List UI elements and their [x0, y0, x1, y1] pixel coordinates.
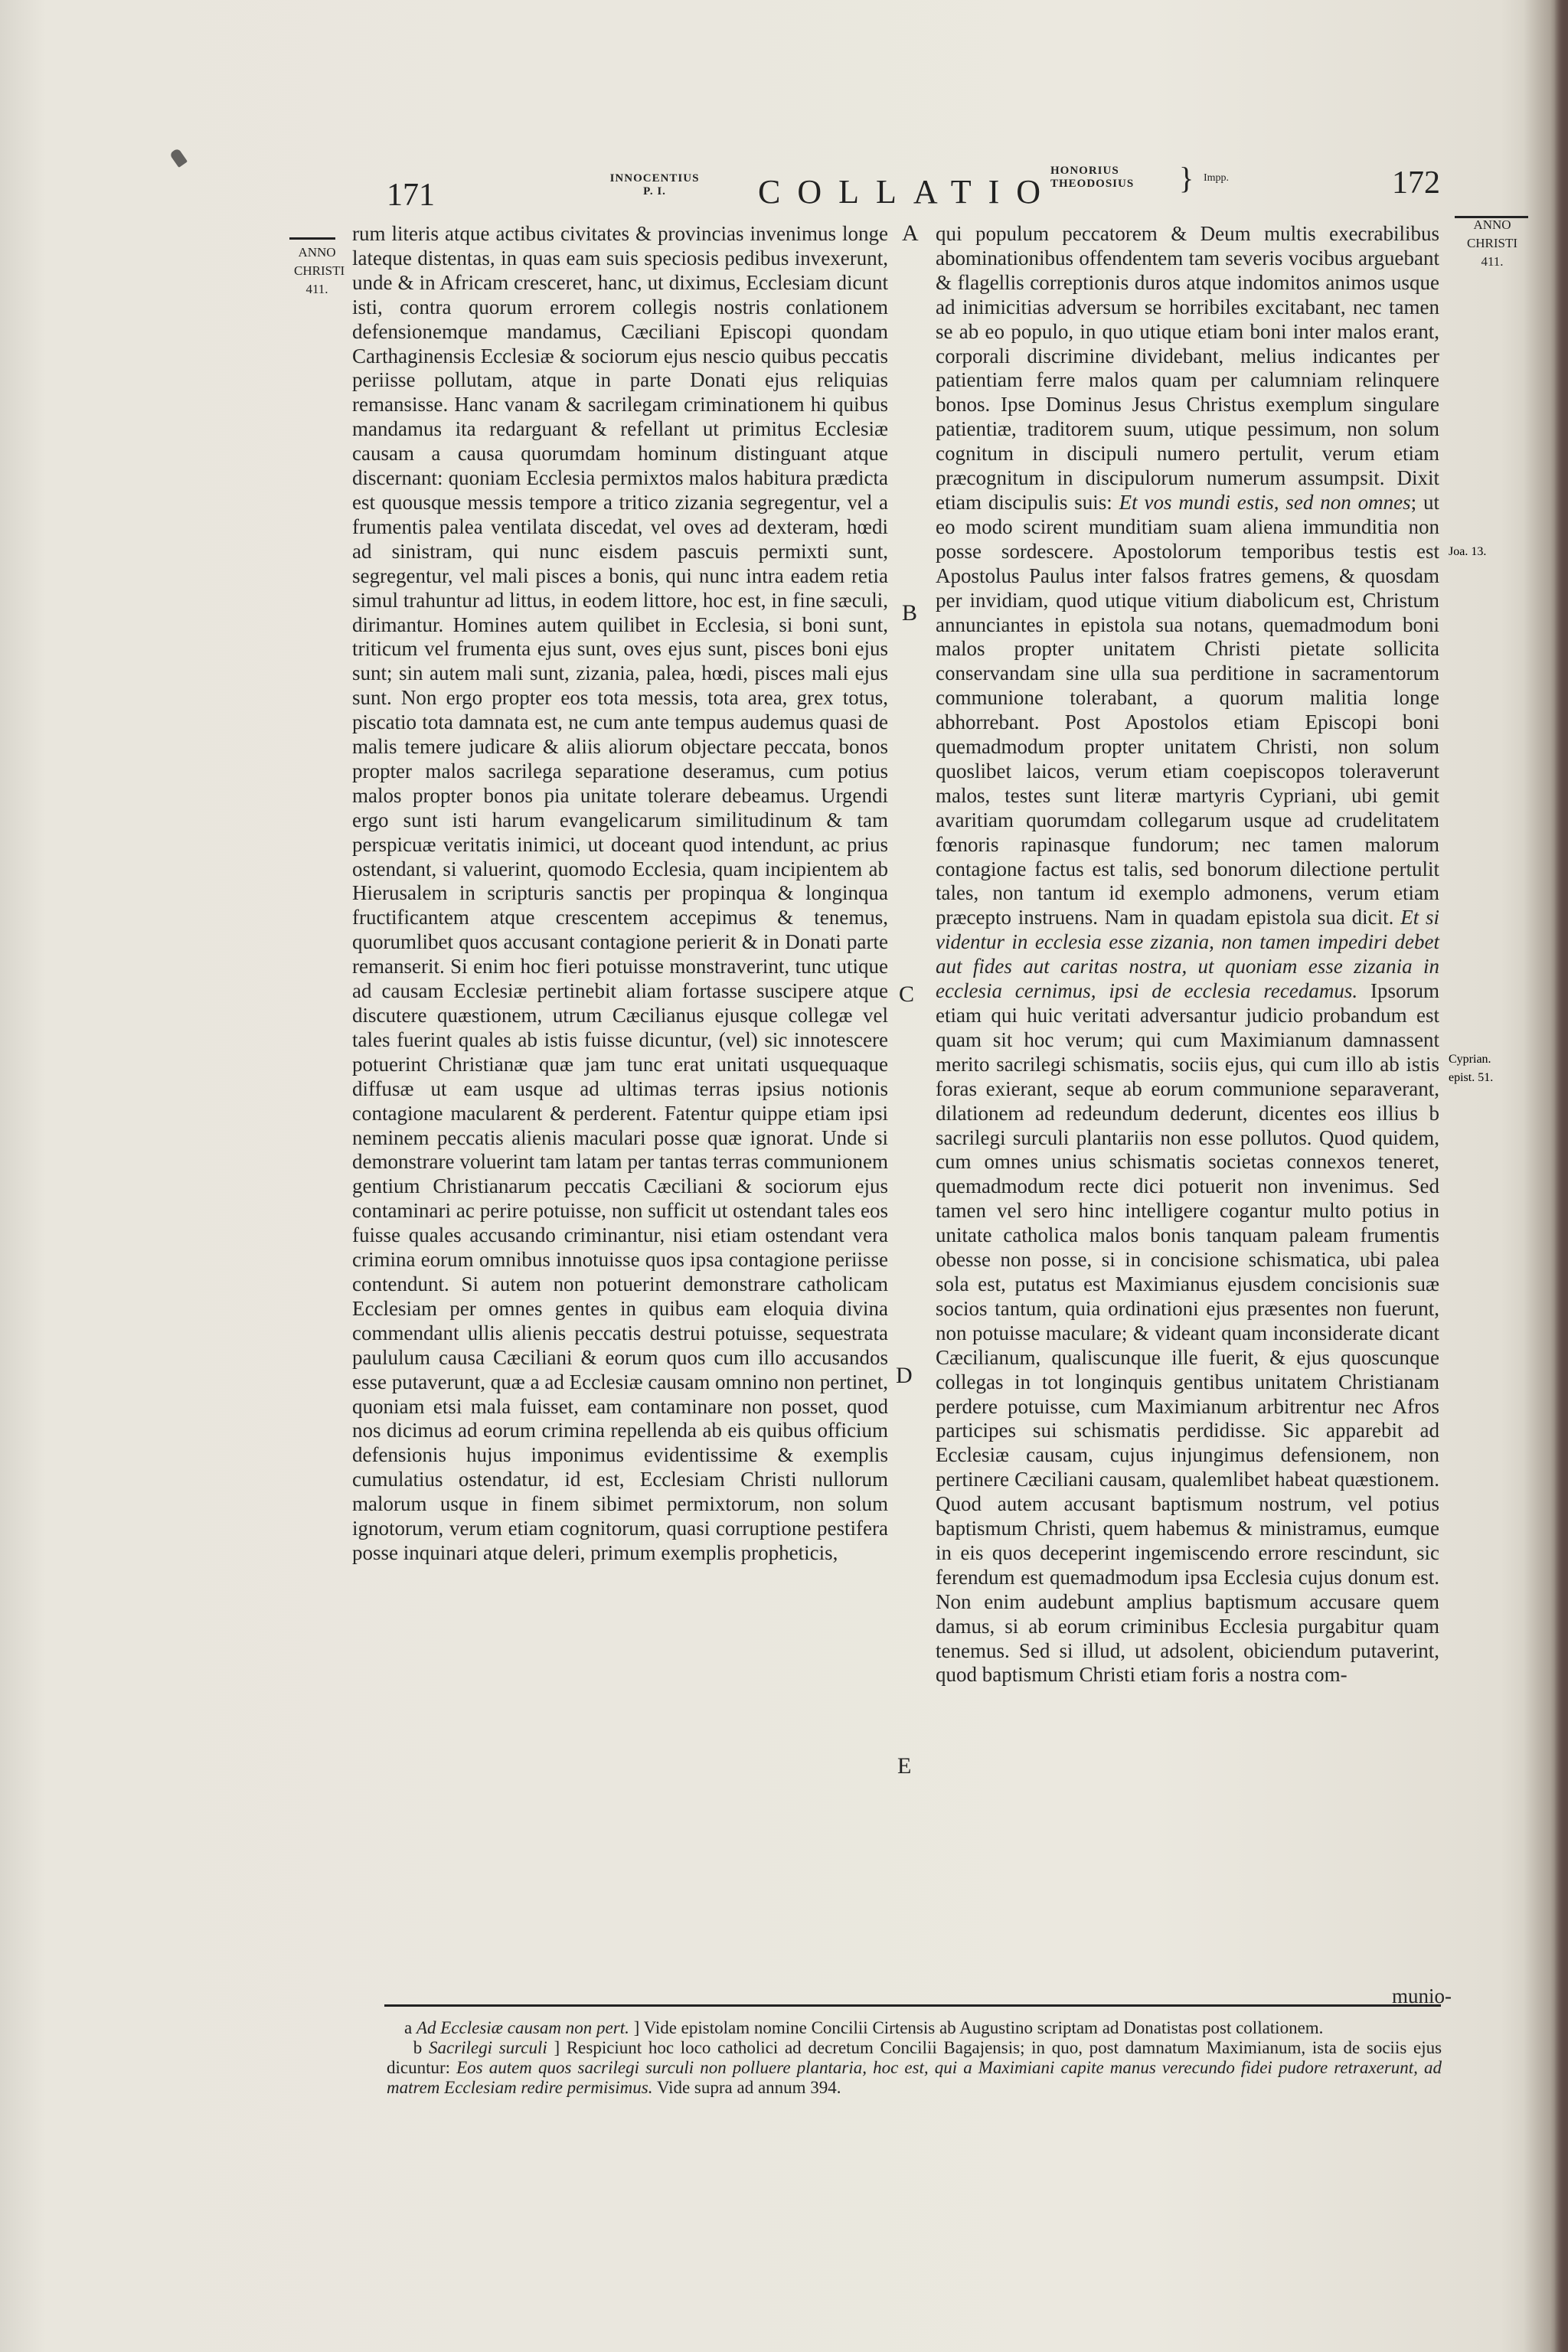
right-column-text: qui populum peccatorem & Deum multis execrabilibus abominationibus offendentem tam severis vocibus arguebant & flagellis correptionis duros atque indomitos animos usque ad inimicitias adversum se horribiles excitabant, nec tamen se ab eo populo, in quo utique etiam boni inter malos erant, corporali discrimine dividebant, melius indicantes per patientiam ferre malos quam per calumniam relinquere bonos. Ipse Dominus Jesus Christus exemplum singulare patientiæ, traditorem suum, utique pessimum, non solum cognitum in discipuli numero pertulit, verum etiam præcognitum in discipulorum numerum assumpsit. Dixit etiam discipulis suis: Et vos mundi estis, sed non omnes; ut eo modo scirent munditiam suam aliena immunditia non posse sordescere. Apostolorum temporibus testis est Apostolus Paulus inter falsos fratres gemens, & quosdam per invidiam, quod utique vitium diabolicum est, Christum annunciantes in epistola sua notans, quemadmodum boni malos propter unitatem Christi pietate sollicita conservandam sine ulla sua perditione in sacramentorum communione tolerabant, a quorum malitia longe abhorrebant. Post Apostolos etiam Episcopi boni quemadmodum propter unitatem Christi, non solum quoslibet laicos, verum etiam coepiscopos toleraverunt malos, testes sunt literæ martyris Cypriani, ubi gemit avaritiam quorumdam collegarum usque ad crudelitatem fœnoris rapinasque fundorum; nec tamen malorum contagione factus est talis, sed bonorum dilectione pertulit tales, non tantum id exemplo admonens, verum etiam præcepto instruens. Nam in quadam epistola sua dicit. Et si videntur in ecclesia esse zizania, non tamen impediri debet aut fides aut caritas nostra, ut quoniam esse zizania in ecclesia cernimus, ipsi de ecclesia recedamus. Ipsorum etiam qui huic veritati adversantur judicio probandum est quam sit hoc verum; qui cum Maximianum damnassent merito sacrilegi schismatis, sociis ejus, qui cum illo ab istis foras exierant, seque ab eorum communione separaverant, dilationem ad redeundum dederunt, dicentes eos illius b sacrilegi surculi plantariis non esse pollutos. Quod quidem, cum omnes unius schismatis societas connexos teneret, quemadmodum recte dici potuerit non invenimus. Sed tamen vel sero hinc intelligere cogantur multo potius in unitate catholica malos bonis tanquam paleam frumentis obesse non posse, si in concisione schismatica, ubi palea sola est, putatus est Maximianus ejusdem concisionis suæ socios tantum, quia ordinationi ejus præsentes non fuerunt, non potuisse maculare; & videant quam inconsiderate dicant Cæcilianum, qualiscunque ille fuerit, & ejus quoscunque collegas in tot longinquis gentibus unitatem Christianam perdere potuisse, cum Maximianum arbitrentur nec Afros participes sui schismatis perdidisse. Sic apparebit ad Ecclesiæ causam, cujus injungimus defensionem, non pertinere Cæciliani causam, qualemlibet habeat quæstionem. Quod autem accusant baptismum nostrum, vel potius baptismum Christi, quem habemus & ministramus, eumque in eis quos deceperint ingemiscendo errore rescindunt, sic ferendum est quemadmodum ipsa Ecclesia cujus donum est. Non enim audebunt amplius baptismum accusare quem damus, si ab eorum criminibus Ecclesia purgabitur quam tenemus. Sed si illud, ut adsolent, obiciendum putaverint, quod baptismum Christi etiam foris a nostra com- — [936, 222, 1440, 1687]
catchword: munio- — [1392, 1984, 1452, 2007]
margin-rule-left — [289, 237, 335, 240]
section-letter-b: B — [902, 600, 918, 626]
footnote-rule — [384, 2004, 1441, 2007]
running-header — [0, 157, 1568, 211]
text-column-left — [352, 222, 888, 1566]
margin-year-left: ANNO CHRISTI 411. — [294, 245, 345, 296]
page-number-right: 172 — [1392, 165, 1440, 201]
margin-ref-joa: Joa. 13. — [1449, 545, 1487, 558]
header-pope: INNOCENTIUS P. I. — [609, 172, 700, 198]
section-letter-a: A — [902, 220, 919, 246]
margin-ref-cyprian: Cyprian. epist. 51. — [1449, 1053, 1494, 1084]
header-imp: Impp. — [1204, 172, 1230, 184]
section-letter-c: C — [899, 982, 915, 1007]
footnotes — [387, 2018, 1442, 2098]
header-title: COLLATIO — [758, 173, 1058, 211]
scripture-quote: Et vos mundi estis, sed non omnes — [1119, 490, 1411, 514]
margin-year-right: ANNO CHRISTI 411. — [1466, 217, 1518, 269]
section-letter-d: D — [896, 1363, 913, 1388]
text-column-right — [936, 222, 1439, 1687]
section-letter-e: E — [897, 1753, 912, 1779]
footnote-b: b Sacrilegi surculi ] Respiciunt hoc loco catholici ad decretum Concilii Bagajensis; in quo, post damnatum Maximianum, ista de sociis ejus dicuntur: Eos autem quos sacrilegi surculi non polluere plantaria, hoc est, qui a Maximiani capite manus verecundo fidei pudore retraxerunt, ad matrem Ecclesiam redire permisimus. Vide supra ad annum 394. — [387, 2038, 1442, 2097]
cyprian-quote: Et si videntur in ecclesia esse zizania, non tamen impediri debet aut fides aut caritas nostra, ut quoniam esse zizania in ecclesia cernimus, ipsi de ecclesia recedamus. — [936, 906, 1439, 1003]
page-edge-shadow — [1524, 0, 1568, 2352]
brace-icon: } — [1179, 161, 1194, 195]
left-column-text: rum literis atque actibus civitates & provincias invenimus longe lateque distentas, in quas eam suis speciosis pedibus invexerunt, unde & in Africam cresceret, hanc, ut diximus, Ecclesiam dicunt isti, contra quorum errorem collegis nostris conlationem defensionemque mandamus, Cæciliani Episcopi quondam Carthaginensis Ecclesiæ & sociorum ejus nescio quibus peccatis periisse pollutam, atque in parte Donati ejus reliquias remansisse. Hanc vanam & sacrilegam criminationem hi quibus mandamus ita redarguant & refellant ut primitus Ecclesiæ causam a causa quorumdam hominum distinguant atque discernant: quoniam Ecclesia permixtos malos habitura prædicta est quousque messis tempore a tritico zizania segregentur, vel a frumentis palea ventilata discedat, vel oves ad dexteram, hœdi ad sinistram, qui nunc eisdem pascuis permixti sunt, segregentur, vel mali pisces a bonis, qui nunc intra eadem retia simul trahuntur ad littus, in eodem littore, hoc est, in fine sæculi, dirimantur. Homines autem quilibet in Ecclesia, si boni sunt, triticum vel frumenta ejus sunt, oves ejus sunt, pisces boni ejus sunt; sin autem mali sunt, zizania, palea, hœdi, pisces mali ejus sunt. Non ergo propter eos tota messis, tota area, grex totus, piscatio tota damnata est, ne cum ante tempus audemus quasi de malis temere judicare & aliis aliorum objectare peccata, bonos propter malos sacrilega separatione deseramus, cum potius malos propter bonos pia unitate tolerare debeamus. Urgendi ergo sunt isti harum evangelicarum similitudinum & tam perspicuæ veritatis inimici, ut doceant quod intendunt, ac prius ostendant, si valuerint, quomodo Ecclesia, quam incipientem ab Hierusalem in scripturis sanctis per propinqua & longinqua fructificantem atque crescentem accepimus & tenemus, quorumlibet quos accusant contagione perierit & in Donati parte remanserit. Si enim hoc fieri potuisse monstraverint, tunc utique ad causam Ecclesiæ pertinebit aliam fortasse suscipere atque discutere quæstionem, utrum Cæcilianus ejusque collegæ vel tales fuerint quales ab istis fuisse dicuntur, (vel) sic innotescere potuerint Christianæ quæ jam tunc erat unitati usquequaque diffusæ ut eam usque ad ultimas terras ipsius notionis contagione macularent & perderent. Fatentur quippe etiam ipsi neminem peccatis alienis maculari posse quæ ignorat. Unde si demonstrare voluerint tam latam per tantas terras communionem gentium Christianarum peccatis Cæciliani & sociorum ejus contaminari ac perire potuisse, non sufficit ut ostendant tales eos fuisse quales accusando criminantur, nisi etiam ostendant vera crimina eorum omnibus innotuisse quos ipsa contagione periisse contendunt. Si autem non potuerint demonstrare catholicam Ecclesiam per omnes gentes in quibus eam eloquia divina commendant ullis alienis peccatis destrui potuisse, sequestrata paululum causa Cæciliani & eorum quos cum illo accusandos esse putaverunt, quæ a ad Ecclesiæ causam omnino non pertinet, quoniam etsi mala fuisset, eam contaminare non posset, quod nos dicimus ad eorum crimina repellenda ab eis quibus officium defensionis hujus imponimus evidentissime & exemplis cumulatius ostendatur, id est, Ecclesiam Christi nullorum malorum usque in finem sibimet permixtorum, non solum ignotorum, verum etiam cognitorum, quasi corruptione pestifera posse inquinari atque deleri, primum exemplis propheticis, — [352, 222, 888, 1564]
page-number-left: 171 — [387, 178, 435, 213]
footnote-a: a Ad Ecclesiæ causam non pert. ] Vide epistolam nomine Concilii Cirtensis ab Augustino scriptam ad Donatistas post collationem. — [404, 2018, 1324, 2037]
header-emperors: HONORIUS THEODOSIUS — [1050, 165, 1135, 190]
